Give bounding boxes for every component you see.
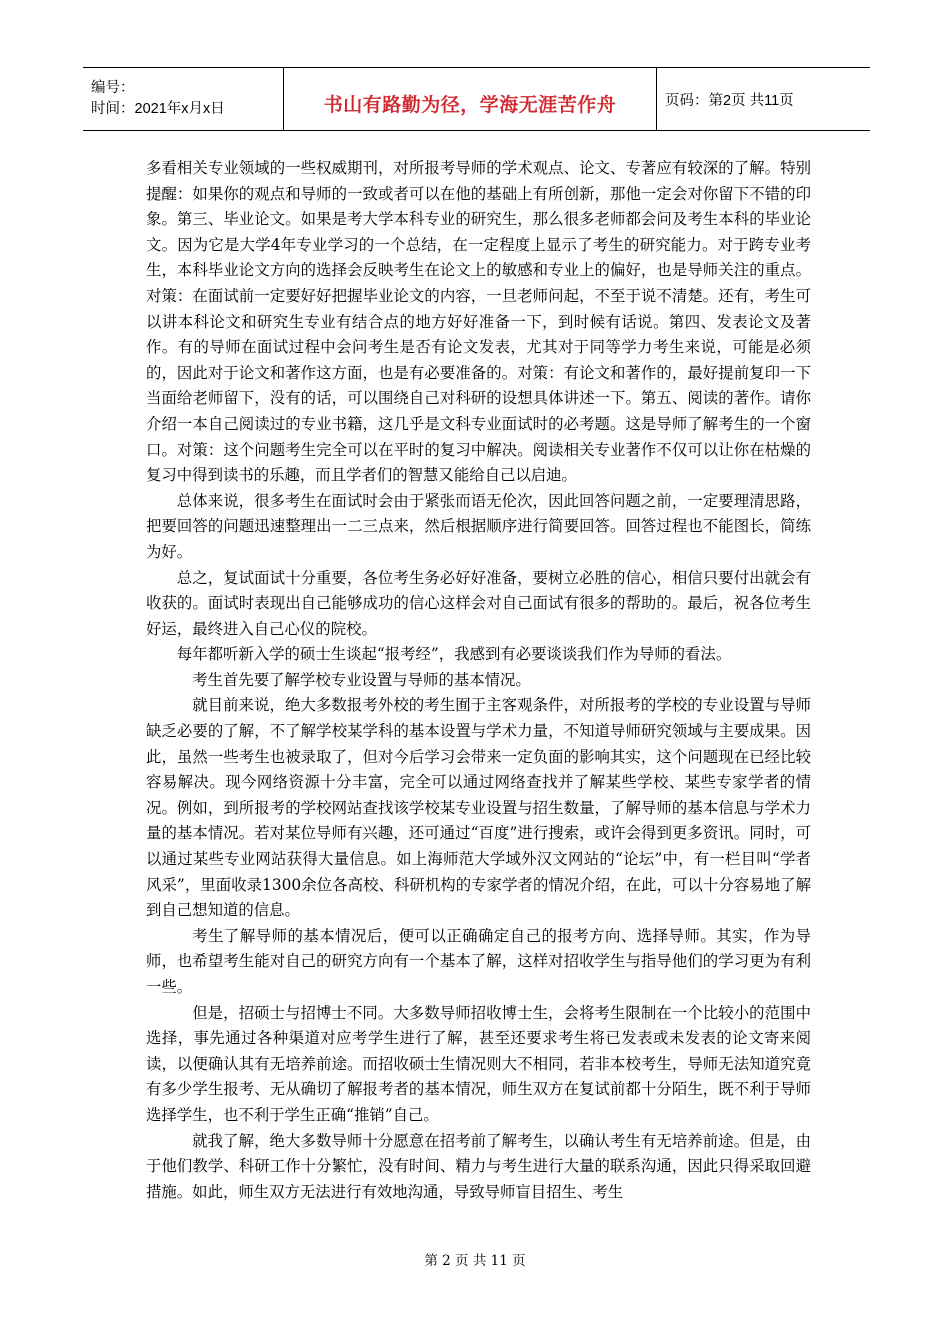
paragraph: 多看相关专业领域的一些权威期刊，对所报考导师的学术观点、论文、专著应有较深的了解。特别提醒：如果你的观点和导师的一致或者可以在他的基础上有所创新，那他一定会对你留下不错的印象。第三、毕业论文。如果是考大学本科专业的研究生，那么很多老师都会问及考生本科的毕业论文。因为它是大学4年专业学习的一个总结，在一定程度上显示了考生的研究能力。对于跨专业考生，本科毕业论文方向的选择会反映考生在论文上的敏感和专业上的偏好，也是导师关注的重点。对策：在面试前一定要好好把握毕业论文的内容，一旦老师问起，不至于说不清楚。还有，考生可以讲本科论文和研究生专业有结合点的地方好好准备一下，到时候有话说。第四、发表论文及著作。有的导师在面试过程中会问考生是否有论文发表，尤其对于同等学力考生来说，可能是必须的，因此对于论文和著作这方面，也是有必要准备的。对策：有论文和著作的，最好提前复印一下当面给老师留下，没有的话，可以围绕自己对科研的设想具体讲述一下。第五、阅读的著作。请你介绍一本自己阅读过的专业书籍，这几乎是文科专业面试时的必考题。这是导师了解考生的一个窗口。对策：这个问题考生完全可以在平时的复习中解决。阅读相关专业著作不仅可以让你在枯燥的复习中得到读书的乐趣，而且学者们的智慧又能给自己以启迪。: [146, 159, 811, 485]
header-motto-cell: [283, 68, 657, 130]
paragraph: 每年都听新入学的硕士生谈起“报考经”，我感到有必要谈谈我们作为导师的看法。: [176, 645, 732, 664]
paragraph: 总之，复试面试十分重要，各位考生务必好好准备，要树立必胜的信心，相信只要付出就会有收获的。面试时表现出自己能够成功的信心这样会对自己面试有很多的帮助的。最后，祝各位考生好运，最终进入自己心仪的院校。: [146, 568, 811, 638]
paragraph: 总体来说，很多考生在面试时会由于紧张而语无伦次，因此回答问题之前，一定要理清思路，把要回答的问题迅速整理出一二三点来，然后根据顺序进行简要回答。回答过程也不能图长，简练为好。: [146, 491, 811, 561]
paragraph: 考生首先要了解学校专业设置与导师的基本情况。: [192, 670, 531, 689]
document-date: 时间：2021年x月x日: [91, 101, 225, 117]
paragraph: 但是，招硕士与招博士不同。大多数导师招收博士生，会将考生限制在一个比较小的范围中选择，事先通过各种渠道对应考学生进行了解，甚至还要求考生将已发表或未发表的论文寄来阅读，以便确认其有无培养前途。而招收硕士生情况则大不相同，若非本校考生，导师无法知道究竟有多少学生报考、无从确切了解报考者的基本情况，师生双方在复试前都十分陌生，既不利于导师选择学生，也不利于学生正确“推销”自己。: [146, 1003, 811, 1124]
paragraph: 考生了解导师的基本情况后，便可以正确确定自己的报考方向、选择导师。其实，作为导师，也希望考生能对自己的研究方向有一个基本了解，这样对招收学生与指导他们的学习更为有利一些。: [146, 926, 811, 996]
paragraph: 就目前来说，绝大多数报考外校的考生囿于主客观条件，对所报考的学校的专业设置与导师缺乏必要的了解，不了解学校某学科的基本设置与学术力量，不知道导师研究领域与主要成果。因此，虽然一些考生也被录取了，但对今后学习会带来一定负面的影响其实，这个问题现在已经比较容易解决。现今网络资源十分丰富，完全可以通过网络查找并了解某些学校、某些专家学者的情况。例如，到所报考的学校网站查找该学校某专业设置与招生数量，了解导师的基本信息与学术力量的基本情况。若对某位导师有兴趣，还可通过“百度”进行搜索，或许会得到更多资讯。同时，可以通过某些专业网站获得大量信息。如上海师范大学域外汉文网站的“论坛”中，有一栏目叫“学者风采”，里面收录1300余位各高校、科研机构的专家学者的情况介绍，在此，可以十分容易地了解到自己想知道的信息。: [146, 696, 811, 920]
page-header: [83, 67, 870, 131]
document-number-label: 编号：: [91, 80, 135, 96]
paragraph: 就我了解，绝大多数导师十分愿意在招考前了解考生，以确认考生有无培养前途。但是，由于他们教学、科研工作十分繁忙，没有时间、精力与考生进行大量的联系沟通，因此只得采取回避措施。如此，师生双方无法进行有效地沟通，导致导师盲目招生、考生: [146, 1131, 811, 1201]
page-footer: 第 2 页 共 11 页: [424, 1253, 526, 1269]
document-body: [146, 156, 811, 1205]
header-meta: [83, 68, 283, 130]
page-number-info: 页码：第2页 共11页: [665, 92, 794, 109]
header-motto: 书山有路勤为径，学海无涯苦作舟: [323, 93, 617, 116]
header-page-cell: [657, 68, 870, 130]
